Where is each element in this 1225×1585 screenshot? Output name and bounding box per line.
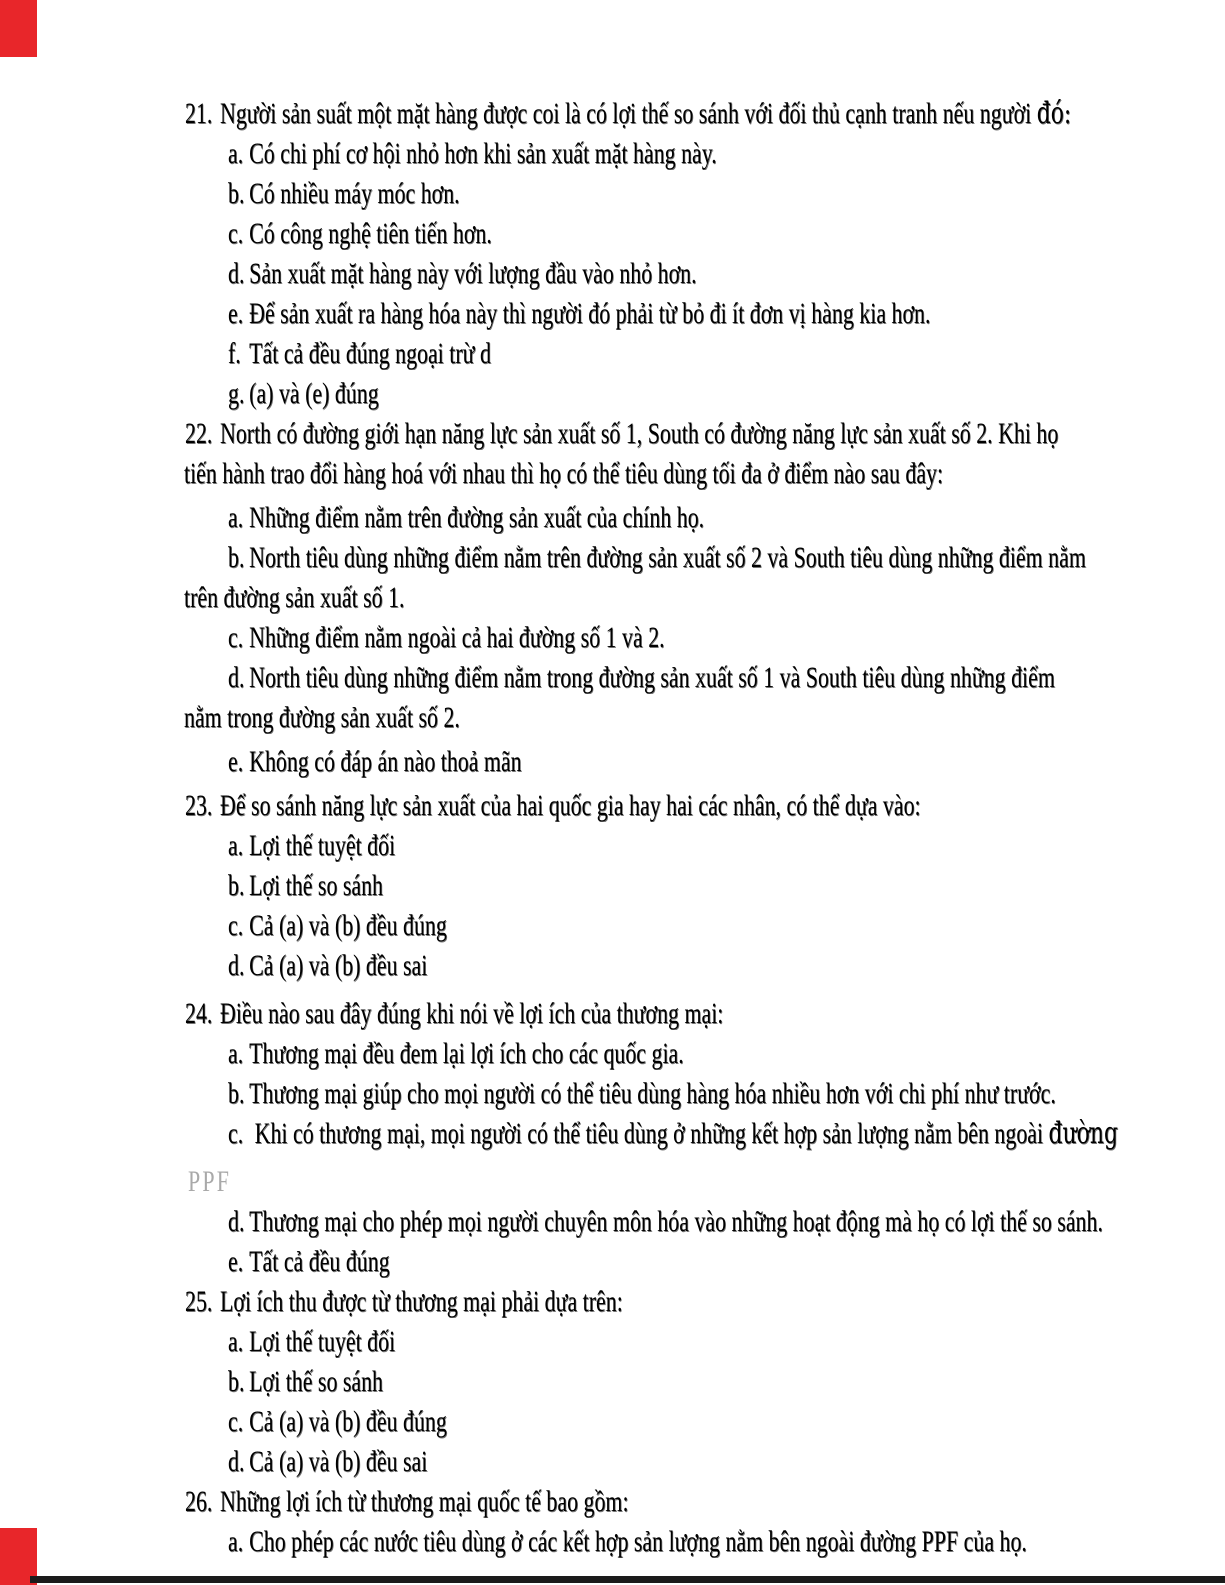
line-marker: 21.	[185, 97, 213, 130]
line-text: Tất cả đều đúng	[249, 1245, 390, 1278]
line-marker: c.	[228, 1405, 244, 1438]
line-marker: c.	[228, 621, 244, 654]
option-line	[0, 374, 1225, 414]
line-marker: a.	[228, 1037, 244, 1070]
option-line	[0, 742, 1225, 782]
line-text: Khi có thương mại, mọi người có thể tiêu dùng ở những kết hợp sản lượng nằm bên ngoài	[249, 1117, 1049, 1150]
line-text: Những điểm nằm trên đường sản xuất của chính họ.	[249, 501, 705, 534]
option-line	[0, 658, 1225, 698]
option-line	[0, 1074, 1225, 1114]
line-marker: d.	[228, 1205, 245, 1238]
line-marker: e.	[228, 1245, 244, 1278]
line-content	[228, 294, 930, 334]
line-content	[228, 658, 1055, 698]
line-marker: b.	[228, 1077, 245, 1110]
line-text: North tiêu dùng những điểm nằm trong đường sản xuất số 1 và South tiêu dùng những điểm	[249, 661, 1055, 694]
line-content	[228, 214, 492, 254]
line-text: (a) và (e) đúng	[249, 377, 379, 410]
line-marker: e.	[228, 745, 244, 778]
question-line	[0, 414, 1225, 454]
line-content	[228, 946, 427, 986]
line-text: Thương mại giúp cho mọi người có thể tiêu dùng hàng hóa nhiều hơn với chi phí như trước.	[249, 1077, 1056, 1110]
line-marker: g.	[228, 377, 245, 410]
line-content	[228, 498, 704, 538]
line-marker: d.	[228, 661, 245, 694]
line-marker: f.	[228, 337, 241, 370]
line-content	[228, 254, 697, 294]
line-text: Để sản xuất ra hàng hóa này thì người đó phải từ bỏ đi ít đơn vị hàng kia hơn.	[249, 297, 931, 330]
option-line	[0, 1362, 1225, 1402]
line-content	[228, 618, 665, 658]
line-marker: a.	[228, 829, 244, 862]
line-marker: c.	[228, 1117, 244, 1150]
option-line	[0, 214, 1225, 254]
line-text: Cả (a) và (b) đều đúng	[249, 1405, 447, 1438]
line-text-alt: đó:	[1036, 96, 1072, 131]
line-text: nằm trong đường sản xuất số 2.	[184, 701, 460, 734]
line-marker: 23.	[185, 789, 213, 822]
line-content	[228, 1402, 447, 1442]
line-content	[185, 994, 723, 1034]
line-content	[184, 578, 405, 618]
line-text: Có chi phí cơ hội nhỏ hơn khi sản xuất mặt hàng này.	[249, 137, 717, 170]
option-line	[0, 1114, 1225, 1154]
line-content	[228, 174, 460, 214]
line-content	[228, 826, 395, 866]
line-text: Lợi thế tuyệt đối	[249, 829, 396, 862]
line-content	[184, 454, 943, 494]
line-text: Thương mại đều đem lại lợi ích cho các quốc gia.	[249, 1037, 684, 1070]
line-content	[185, 1282, 623, 1322]
line-text: Những lợi ích từ thương mại quốc tế bao gồm:	[220, 1485, 629, 1518]
line-text: Điều nào sau đây đúng khi nói về lợi ích của thương mại:	[220, 997, 724, 1030]
line-text: Lợi ích thu được từ thương mại phải dựa trên:	[220, 1285, 623, 1318]
line-content	[228, 1034, 684, 1074]
line-content	[228, 866, 383, 906]
scan-edge-bar	[30, 1576, 1225, 1583]
line-marker: 25.	[185, 1285, 213, 1318]
line-text: Để so sánh năng lực sản xuất của hai quốc gia hay hai các nhân, có thể dựa vào:	[220, 789, 921, 822]
option-line	[0, 1322, 1225, 1362]
option-line	[0, 254, 1225, 294]
line-content	[184, 698, 460, 738]
line-content	[185, 94, 1071, 134]
continuation-line	[0, 578, 1225, 618]
option-line	[0, 498, 1225, 538]
option-line	[0, 1242, 1225, 1282]
line-content	[228, 1442, 427, 1482]
option-line	[0, 334, 1225, 374]
option-line	[0, 866, 1225, 906]
line-content	[228, 538, 1086, 578]
line-marker: b.	[228, 1365, 245, 1398]
question-line	[0, 1482, 1225, 1522]
question-line	[0, 1282, 1225, 1322]
continuation-line	[0, 454, 1225, 494]
line-text: Không có đáp án nào thoả mãn	[249, 745, 522, 778]
option-line	[0, 906, 1225, 946]
continuation-line	[0, 698, 1225, 738]
line-text: Tất cả đều đúng ngoại trừ d	[249, 337, 491, 370]
line-text: Cho phép các nước tiêu dùng ở các kết hợp sản lượng nằm bên ngoài đường PPF của họ.	[249, 1525, 1027, 1558]
option-line	[0, 538, 1225, 578]
line-marker: c.	[228, 909, 244, 942]
option-line	[0, 134, 1225, 174]
option-line	[0, 946, 1225, 986]
line-content	[228, 1322, 395, 1362]
line-text: Những điểm nằm ngoài cả hai đường số 1 và 2.	[249, 621, 665, 654]
line-content	[185, 786, 921, 826]
question-line	[0, 94, 1225, 134]
line-text: PPF	[188, 1165, 232, 1198]
line-marker: d.	[228, 257, 245, 290]
line-marker: 22.	[185, 417, 213, 450]
line-content	[228, 1202, 1103, 1242]
option-line	[0, 1522, 1225, 1562]
line-content	[228, 334, 491, 374]
line-content	[228, 134, 717, 174]
line-marker: d.	[228, 1445, 245, 1478]
line-content	[185, 1482, 629, 1522]
option-line	[0, 1442, 1225, 1482]
line-content	[188, 1162, 231, 1202]
line-content	[228, 1362, 383, 1402]
question-line	[0, 786, 1225, 826]
line-content	[185, 414, 1058, 454]
line-text: Cả (a) và (b) đều đúng	[249, 909, 447, 942]
line-text: Có công nghệ tiên tiến hơn.	[249, 217, 492, 250]
option-line	[0, 294, 1225, 334]
line-marker: c.	[228, 217, 244, 250]
line-text: Người sản suất một mặt hàng được coi là có lợi thế so sánh với đối thủ cạnh tranh nếu người	[220, 97, 1037, 130]
option-line	[0, 826, 1225, 866]
scan-mark-top-left	[0, 0, 37, 57]
line-text: Sản xuất mặt hàng này với lượng đầu vào nhỏ hơn.	[249, 257, 697, 290]
line-content	[228, 1242, 390, 1282]
option-line	[0, 1034, 1225, 1074]
line-content	[228, 1074, 1056, 1114]
line-marker: b.	[228, 541, 245, 574]
line-marker: 26.	[185, 1485, 213, 1518]
line-text: tiến hành trao đổi hàng hoá với nhau thì họ có thể tiêu dùng tối đa ở điểm nào sau đây:	[184, 457, 944, 490]
line-marker: b.	[228, 869, 245, 902]
line-text: Lợi thế so sánh	[249, 1365, 384, 1398]
line-text: North có đường giới hạn năng lực sản xuất số 1, South có đường năng lực sản xuất số 2. Khi họ	[220, 417, 1059, 450]
line-text: Cả (a) và (b) đều sai	[249, 1445, 428, 1478]
line-text: North tiêu dùng những điểm nằm trên đường sản xuất số 2 và South tiêu dùng những điểm nằm	[249, 541, 1086, 574]
line-text: Có nhiều máy móc hơn.	[249, 177, 460, 210]
line-marker: 24.	[185, 997, 213, 1030]
option-line	[0, 174, 1225, 214]
line-marker: a.	[228, 501, 244, 534]
line-marker: e.	[228, 297, 244, 330]
line-marker: a.	[228, 137, 244, 170]
line-marker: a.	[228, 1325, 244, 1358]
option-line	[0, 618, 1225, 658]
option-line	[0, 1202, 1225, 1242]
line-content	[228, 906, 447, 946]
line-text: Thương mại cho phép mọi người chuyên môn hóa vào những hoạt động mà họ có lợi thế so sánh.	[249, 1205, 1103, 1238]
document-page	[0, 94, 1225, 1562]
line-content	[228, 374, 379, 414]
line-text-alt: đường	[1048, 1116, 1118, 1151]
question-line	[0, 994, 1225, 1034]
line-marker: a.	[228, 1525, 244, 1558]
line-content	[228, 742, 522, 782]
line-content	[228, 1522, 1027, 1562]
option-line	[0, 1402, 1225, 1442]
line-text: Cả (a) và (b) đều sai	[249, 949, 428, 982]
line-marker: b.	[228, 177, 245, 210]
line-text: Lợi thế so sánh	[249, 869, 384, 902]
line-text: Lợi thế tuyệt đối	[249, 1325, 396, 1358]
line-content	[228, 1114, 1118, 1154]
line-marker: d.	[228, 949, 245, 982]
line-text: trên đường sản xuất số 1.	[184, 581, 405, 614]
ppf-label	[0, 1162, 1225, 1202]
